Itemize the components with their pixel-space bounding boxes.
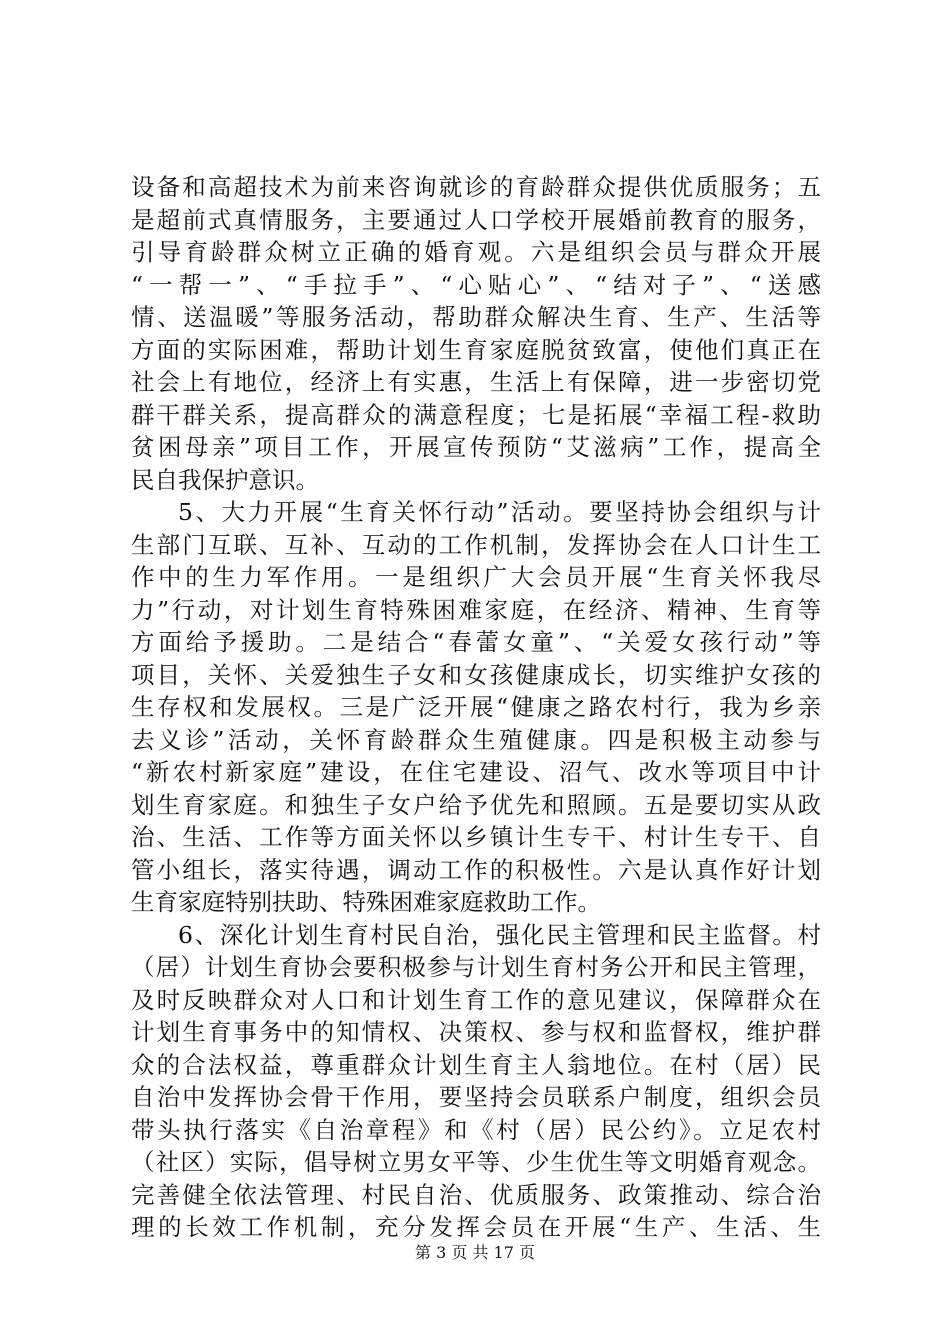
page-footer (0, 1240, 950, 1263)
text-line: 去义诊”活动，关怀育龄群众生殖健康。四是积极主动参与 (131, 725, 821, 754)
text-line: 6、深化计划生育村民自治，强化民主管理和民主监督。村 (178, 920, 821, 949)
text-line: 是超前式真情服务，主要通过人口学校开展婚前教育的服务， (131, 205, 821, 234)
text-line: （居）计划生育协会要积极参与计划生育村务公开和民主管理， (131, 953, 821, 981)
text-line: 贫困母亲”项目工作，开展宣传预防“艾滋病”工作，提高全 (131, 433, 821, 461)
text-line: 群干群关系，提高群众的满意程度；七是拓展“幸福工程-救助 (131, 400, 821, 429)
text-line: 生部门互联、互补、互动的工作机制，发挥协会在人口计生工 (131, 530, 821, 559)
text-line: 生存权和发展权。三是广泛开展“健康之路农村行，我为乡亲 (131, 693, 821, 721)
text-line: 及时反映群众对人口和计划生育工作的意见建议，保障群众在 (131, 985, 821, 1014)
text-line: 设备和高超技术为前来咨询就诊的育龄群众提供优质服务；五 (131, 173, 821, 201)
text-line: 划生育家庭。和独生子女户给予优先和照顾。五是要切实从政 (131, 790, 821, 819)
page-number-label: 第 3 页 共 17 页 (415, 1243, 535, 1262)
text-line: 5、大力开展“生育关怀行动”活动。要坚持协会组织与计 (178, 498, 821, 526)
text-line: 计划生育事务中的知情权、决策权、参与权和监督权，维护群 (131, 1018, 821, 1046)
text-line: 作中的生力军作用。一是组织广大会员开展“生育关怀我尽 (131, 563, 821, 591)
text-line: 完善健全依法管理、村民自治、优质服务、政策推动、综合治 (131, 1180, 821, 1209)
text-line: 力”行动，对计划生育特殊困难家庭，在经济、精神、生育等 (131, 595, 821, 624)
body-text (131, 171, 821, 1244)
text-line: 情、送温暖”等服务活动，帮助群众解决生育、生产、生活等 (131, 303, 821, 331)
text-line: （社区）实际，倡导树立男女平等、少生优生等文明婚育观念。 (131, 1148, 821, 1176)
text-line: 项目，关怀、关爱独生子女和女孩健康成长，切实维护女孩的 (131, 660, 821, 689)
text-line: 治、生活、工作等方面关怀以乡镇计生专干、村计生专干、自 (131, 823, 821, 851)
text-line: 理的长效工作机制，充分发挥会员在开展“生产、生活、生 (131, 1213, 821, 1241)
text-line: 管小组长，落实待遇，调动工作的积极性。六是认真作好计划 (131, 855, 821, 884)
text-line: 带头执行落实《自治章程》和《村（居）民公约》。立足农村 (131, 1115, 821, 1144)
text-line: 生育家庭特别扶助、特殊困难家庭救助工作。 (131, 888, 601, 916)
text-line: 自治中发挥协会骨干作用，要坚持会员联系户制度，组织会员 (131, 1083, 821, 1111)
text-line: “一帮一”、“手拉手”、“心贴心”、“结对子”、“送感 (131, 270, 821, 299)
text-line: 方面的实际困难，帮助计划生育家庭脱贫致富，使他们真正在 (131, 335, 821, 364)
text-line: “新农村新家庭”建设，在住宅建设、沼气、改水等项目中计 (131, 758, 821, 786)
text-line: 民自我保护意识。 (131, 465, 319, 494)
text-line: 引导育龄群众树立正确的婚育观。六是组织会员与群众开展 (131, 238, 821, 266)
text-line: 社会上有地位，经济上有实惠，生活上有保障，进一步密切党 (131, 368, 821, 396)
text-line: 众的合法权益，尊重群众计划生育主人翁地位。在村（居）民 (131, 1050, 821, 1079)
text-line: 方面给予援助。二是结合“春蕾女童”、“关爱女孩行动”等 (131, 628, 821, 656)
